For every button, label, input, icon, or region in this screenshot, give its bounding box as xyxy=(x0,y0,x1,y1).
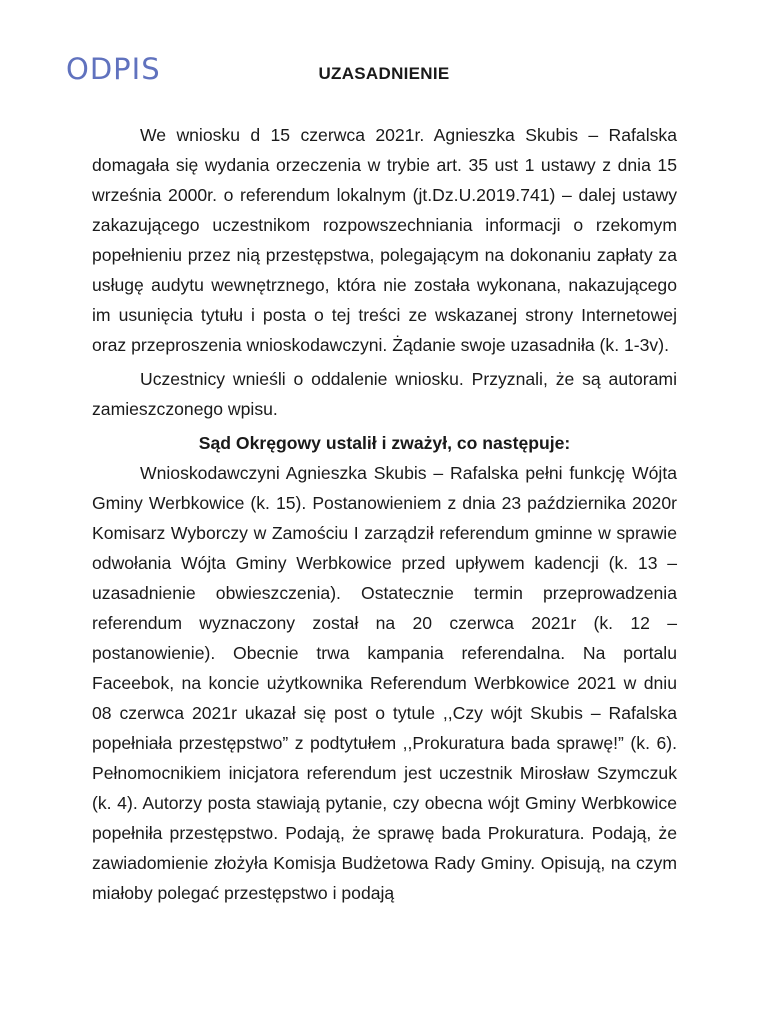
odpis-stamp: ODPIS xyxy=(66,52,161,86)
document-title: UZASADNIENIE xyxy=(318,64,450,83)
paragraph-request: We wniosku d 15 czerwca 2021r. Agnieszka Skubis – Rafalska domagała się wydania orzeczenia w trybie art. 35 ust 1 ustawy z dnia 15 września 2000r. o referendum lokalnym (jt.Dz.U.2019.741) – dalej ustawy zakazującego uczestnikom rozpowszechniania informacji o rzekomym popełnieniu przez nią przestępstwa, polegającym na dokonaniu zapłaty za usługę audytu wewnętrznego, która nie została wykonana, nakazującego im usunięcia tytułu i posta o tej treści ze wskazanej strony Internetowej oraz przeproszenia wnioskodawczyni. Żądanie swoje uzasadniła (k. 1-3v). xyxy=(92,125,677,355)
paragraph-findings: Wnioskodawczyni Agnieszka Skubis – Rafalska pełni funkcję Wójta Gminy Werbkowice (k. 15). Postanowieniem z dnia 23 października 2020r Komisarz Wyborczy w Zamościu I zarządził referendum gminne w sprawie odwołania Wójta Gminy Werbkowice przed upływem kadencji (k. 13 – uzasadnienie obwieszczenia). Ostatecznie termin przeprowadzenia referendum wyznaczony został na 20 czerwca 2021r (k. 12 – postanowienie). Obecnie trwa kampania referendalna. Na portalu Faceebok, na koncie użytkownika Referendum Werbkowice 2021 w dniu 08 czerwca 2021r ukazał się post o tytule ,,Czy wójt Skubis – Rafalska popełniała przestępstwo” z podtytułem ,,Prokuratura bada sprawę!” (k. 6). Pełnomocnikiem inicjatora referendum jest uczestnik Mirosław Szymczuk (k. 4). Autorzy posta stawiają pytanie, czy obecna wójt Gminy Werbkowice popełniła przestępstwo. Podają, że sprawę bada Prokuratura. Podają, że zawiadomienie złożyła Komisja Budżetowa Rady Gminy. Opisują, na czym miałoby polegać przestępstwo i podają xyxy=(92,463,677,903)
section-heading: Sąd Okręgowy ustalił i zważył, co następuje: xyxy=(198,433,571,453)
document-body xyxy=(92,120,677,912)
paragraph-participants: Uczestnicy wnieśli o oddalenie wniosku. Przyznali, że są autorami zamieszczonego wpisu. xyxy=(92,369,677,419)
